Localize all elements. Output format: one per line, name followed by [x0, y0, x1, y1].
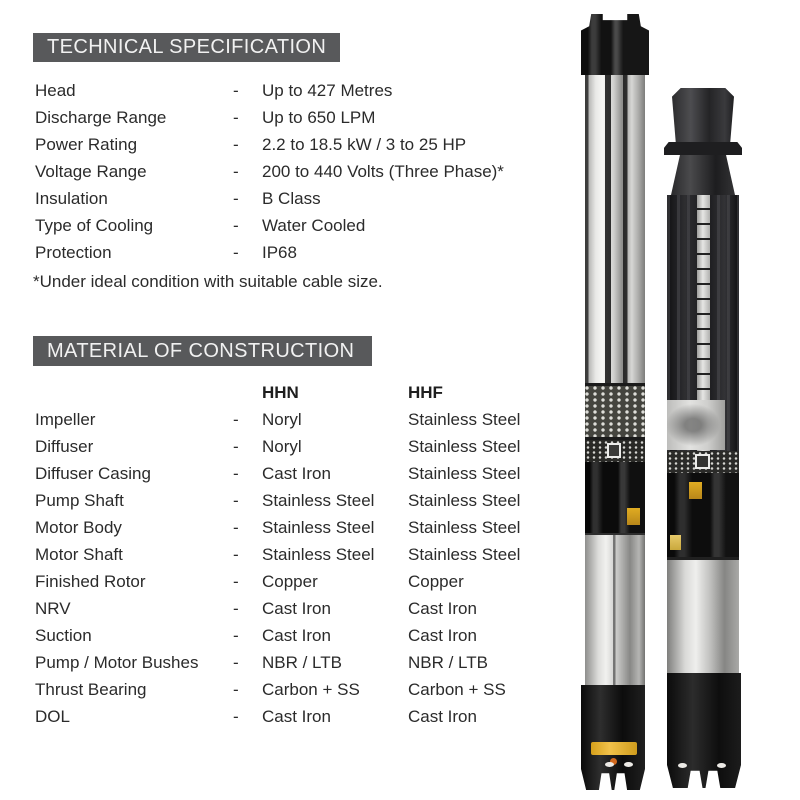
yellow-sticker — [689, 482, 702, 499]
material-hhn-value: Cast Iron — [262, 599, 331, 618]
spec-separator: - — [233, 216, 239, 235]
spec-label: Type of Cooling — [35, 216, 154, 235]
material-hhf-value: Cast Iron — [408, 707, 477, 726]
pump-photo-left — [581, 14, 649, 790]
material-table-header-row — [35, 379, 575, 406]
material-hhn-value: Cast Iron — [262, 464, 331, 483]
pump-label-plate — [607, 443, 621, 458]
spec-value: IP68 — [262, 243, 297, 262]
material-label: Pump Shaft — [35, 491, 124, 510]
material-hhn-value: Cast Iron — [262, 626, 331, 645]
technical-specification-table — [35, 77, 547, 266]
spec-value: Water Cooled — [262, 216, 366, 235]
material-label: Suction — [35, 626, 92, 645]
spec-separator: - — [233, 108, 239, 127]
spacer — [233, 379, 262, 406]
material-hhn-value: Cast Iron — [262, 707, 331, 726]
material-separator: - — [233, 518, 239, 537]
pump-suction-window — [667, 400, 725, 450]
material-separator: - — [233, 680, 239, 699]
material-row — [35, 676, 575, 703]
material-row — [35, 406, 575, 433]
material-separator: - — [233, 626, 239, 645]
material-hhf-value: Stainless Steel — [408, 437, 521, 456]
spec-separator: - — [233, 243, 239, 262]
material-label: Diffuser Casing — [35, 464, 151, 483]
spec-row — [35, 131, 547, 158]
yellow-sticker — [627, 508, 640, 525]
material-label: Motor Shaft — [35, 545, 123, 564]
pump-label-plate — [695, 454, 710, 469]
material-separator: - — [233, 599, 239, 618]
material-hhn-value: NBR / LTB — [262, 653, 342, 672]
material-separator: - — [233, 653, 239, 672]
material-hhf-value: Stainless Steel — [408, 518, 521, 537]
spec-row — [35, 185, 547, 212]
material-hhf-value: Stainless Steel — [408, 410, 521, 429]
material-hhf-value: NBR / LTB — [408, 653, 488, 672]
material-of-construction-table — [35, 379, 575, 730]
material-row — [35, 514, 575, 541]
pump-top-cap — [581, 14, 649, 75]
spec-value: 200 to 440 Volts (Three Phase)* — [262, 162, 504, 181]
material-label: NRV — [35, 599, 71, 618]
spec-row — [35, 77, 547, 104]
material-label: Pump / Motor Bushes — [35, 653, 199, 672]
yellow-sticker — [670, 535, 681, 550]
material-hhn-value: Noryl — [262, 437, 302, 456]
spec-row — [35, 158, 547, 185]
material-hhf-value: Stainless Steel — [408, 464, 521, 483]
spec-value: Up to 650 LPM — [262, 108, 376, 127]
material-hhn-value: Carbon + SS — [262, 680, 360, 699]
material-row — [35, 487, 575, 514]
spec-row — [35, 212, 547, 239]
pump-neck — [671, 155, 735, 195]
material-separator: - — [233, 707, 239, 726]
motor-base — [581, 685, 645, 790]
material-hhn-value: Stainless Steel — [262, 491, 375, 510]
material-separator: - — [233, 572, 239, 591]
material-hhn-value: Copper — [262, 572, 318, 591]
material-separator: - — [233, 464, 239, 483]
motor-base — [667, 673, 741, 788]
column-header-hhf: HHF — [408, 383, 443, 402]
pump-flange — [664, 142, 742, 155]
motor-body — [585, 533, 645, 685]
spec-label: Insulation — [35, 189, 108, 208]
spec-separator: - — [233, 189, 239, 208]
column-header-hhn: HHN — [262, 383, 299, 402]
motor-rating-label — [591, 742, 637, 755]
spec-value: Up to 427 Metres — [262, 81, 393, 100]
material-label: Impeller — [35, 410, 96, 429]
pump-photo-right — [664, 88, 742, 788]
spec-label: Power Rating — [35, 135, 138, 154]
material-separator: - — [233, 545, 239, 564]
spec-row — [35, 104, 547, 131]
spacer — [35, 379, 233, 406]
material-row — [35, 649, 575, 676]
material-row — [35, 541, 575, 568]
material-of-construction-header: MATERIAL OF CONSTRUCTION — [33, 336, 372, 366]
material-hhf-value: Carbon + SS — [408, 680, 506, 699]
material-rows — [35, 406, 575, 730]
vent-hole — [678, 763, 687, 768]
material-label: Thrust Bearing — [35, 680, 147, 699]
material-hhn-value: Stainless Steel — [262, 518, 375, 537]
material-hhf-value: Cast Iron — [408, 626, 477, 645]
material-row — [35, 595, 575, 622]
material-row — [35, 433, 575, 460]
material-row — [35, 568, 575, 595]
material-label: Finished Rotor — [35, 572, 146, 591]
spec-label: Protection — [35, 243, 112, 262]
material-row — [35, 703, 575, 730]
vent-hole — [717, 763, 726, 768]
material-separator: - — [233, 410, 239, 429]
footnote: *Under ideal condition with suitable cable size. — [33, 272, 383, 291]
material-row — [35, 622, 575, 649]
spec-value: 2.2 to 18.5 kW / 3 to 25 HP — [262, 135, 467, 154]
material-hhf-value: Cast Iron — [408, 599, 477, 618]
vent-hole — [624, 762, 633, 767]
material-label: Motor Body — [35, 518, 122, 537]
technical-specification-header: TECHNICAL SPECIFICATION — [33, 33, 340, 62]
material-hhf-value: Stainless Steel — [408, 545, 521, 564]
material-hhf-value: Copper — [408, 572, 464, 591]
material-hhn-value: Noryl — [262, 410, 302, 429]
spec-separator: - — [233, 162, 239, 181]
spec-label: Voltage Range — [35, 162, 147, 181]
spec-separator: - — [233, 135, 239, 154]
spec-separator: - — [233, 81, 239, 100]
material-hhf-value: Stainless Steel — [408, 491, 521, 510]
pump-strainer — [585, 383, 645, 440]
material-separator: - — [233, 437, 239, 456]
spec-row — [35, 239, 547, 266]
material-label: Diffuser — [35, 437, 94, 456]
material-label: DOL — [35, 707, 70, 726]
material-hhn-value: Stainless Steel — [262, 545, 375, 564]
vent-hole — [605, 762, 614, 767]
material-row — [35, 460, 575, 487]
spec-value: B Class — [262, 189, 321, 208]
spec-label: Head — [35, 81, 76, 100]
spec-label: Discharge Range — [35, 108, 167, 127]
motor-body — [667, 557, 739, 673]
pump-top-cap — [672, 88, 734, 142]
material-separator: - — [233, 491, 239, 510]
pump-upper-body — [585, 75, 645, 383]
